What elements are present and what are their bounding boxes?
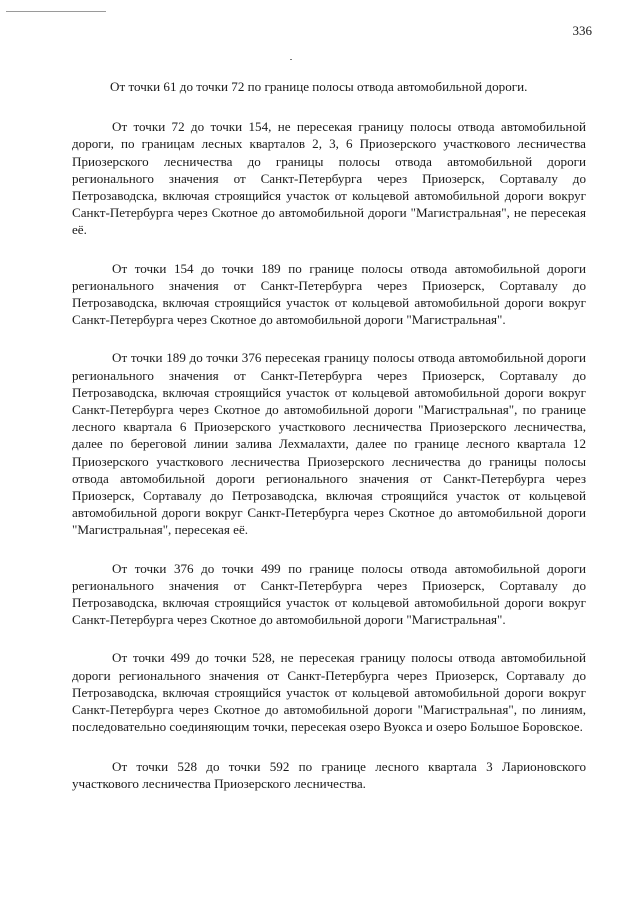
paragraph-points-189-376: От точки 189 до точки 376 пересекая границу полосы отвода автомобильной дороги регионального значения от Санкт-Петербурга через Приозерск, Сортавалу до Петрозаводска, включая строящийся участок от кольцевой автомобильной дороги вокруг Санкт-Петербурга через Скотное до автомобильной дороги "Магистральная", по границе лесного квартала 6 Приозерского участкового лесничества Приозерского лесничества, далее по береговой линии залива Лехмалахти, далее по границе лесного квартала 12 Приозерского участкового лесничества Приозерского лесничества до границы полосы отвода автомобильной дороги регионального значения от Санкт-Петербурга через Приозерск, Сортавалу до Петрозаводска, включая строящийся участок от кольцевой автомобильной дороги вокруг Санкт-Петербурга через Скотное до автомобильной дороги "Магистральная", пересекая её.: [72, 350, 586, 538]
page-number: 336: [572, 23, 592, 38]
paragraph-points-61-72: От точки 61 до точки 72 по границе полосы отвода автомобильной дороги.: [110, 79, 528, 94]
scan-artifact-speck: [290, 59, 292, 60]
paragraph-points-72-154: От точки 72 до точки 154, не пересекая границу полосы отвода автомобильной дороги, по границам лесных кварталов 2, 3, 6 Приозерского участкового лесничества Приозерского лесничества до границы полосы отвода автомобильной дороги регионального значения от Санкт-Петербурга через Приозерск, Сортавалу до Петрозаводска, включая строящийся участок от кольцевой автомобильной дороги вокруг Санкт-Петербурга через Скотное до автомобильной дороги "Магистральная", не пересекая её.: [72, 119, 586, 238]
paragraph-points-499-528: От точки 499 до точки 528, не пересекая границу полосы отвода автомобильной дороги регионального значения от Санкт-Петербурга через Приозерск, Сортавалу до Петрозаводска, включая строящийся участок от кольцевой автомобильной дороги вокруг Санкт-Петербурга через Скотное до автомобильной дороги "Магистральная", по линиям, последовательно соединяющим точки, пересекая озеро Вуокса и озеро Большое Боровское.: [72, 650, 586, 735]
paragraph-points-528-592: От точки 528 до точки 592 по границе лесного квартала 3 Ларионовского участкового лесничества Приозерского лесничества.: [72, 758, 586, 791]
paragraph-points-154-189: От точки 154 до точки 189 по границе полосы отвода автомобильной дороги регионального значения от Санкт-Петербурга через Приозерск, Сортавалу до Петрозаводска, включая строящийся участок от кольцевой автомобильной дороги вокруг Санкт-Петербурга через Скотное до автомобильной дороги "Магистральная".: [72, 260, 586, 328]
paragraph-points-376-499: От точки 376 до точки 499 по границе полосы отвода автомобильной дороги регионального значения от Санкт-Петербурга через Приозерск, Сортавалу до Петрозаводска, включая строящийся участок от кольцевой автомобильной дороги вокруг Санкт-Петербурга через Скотное до автомобильной дороги "Магистральная".: [72, 560, 586, 628]
document-body: [72, 78, 586, 792]
scan-artifact-line: [6, 11, 106, 12]
